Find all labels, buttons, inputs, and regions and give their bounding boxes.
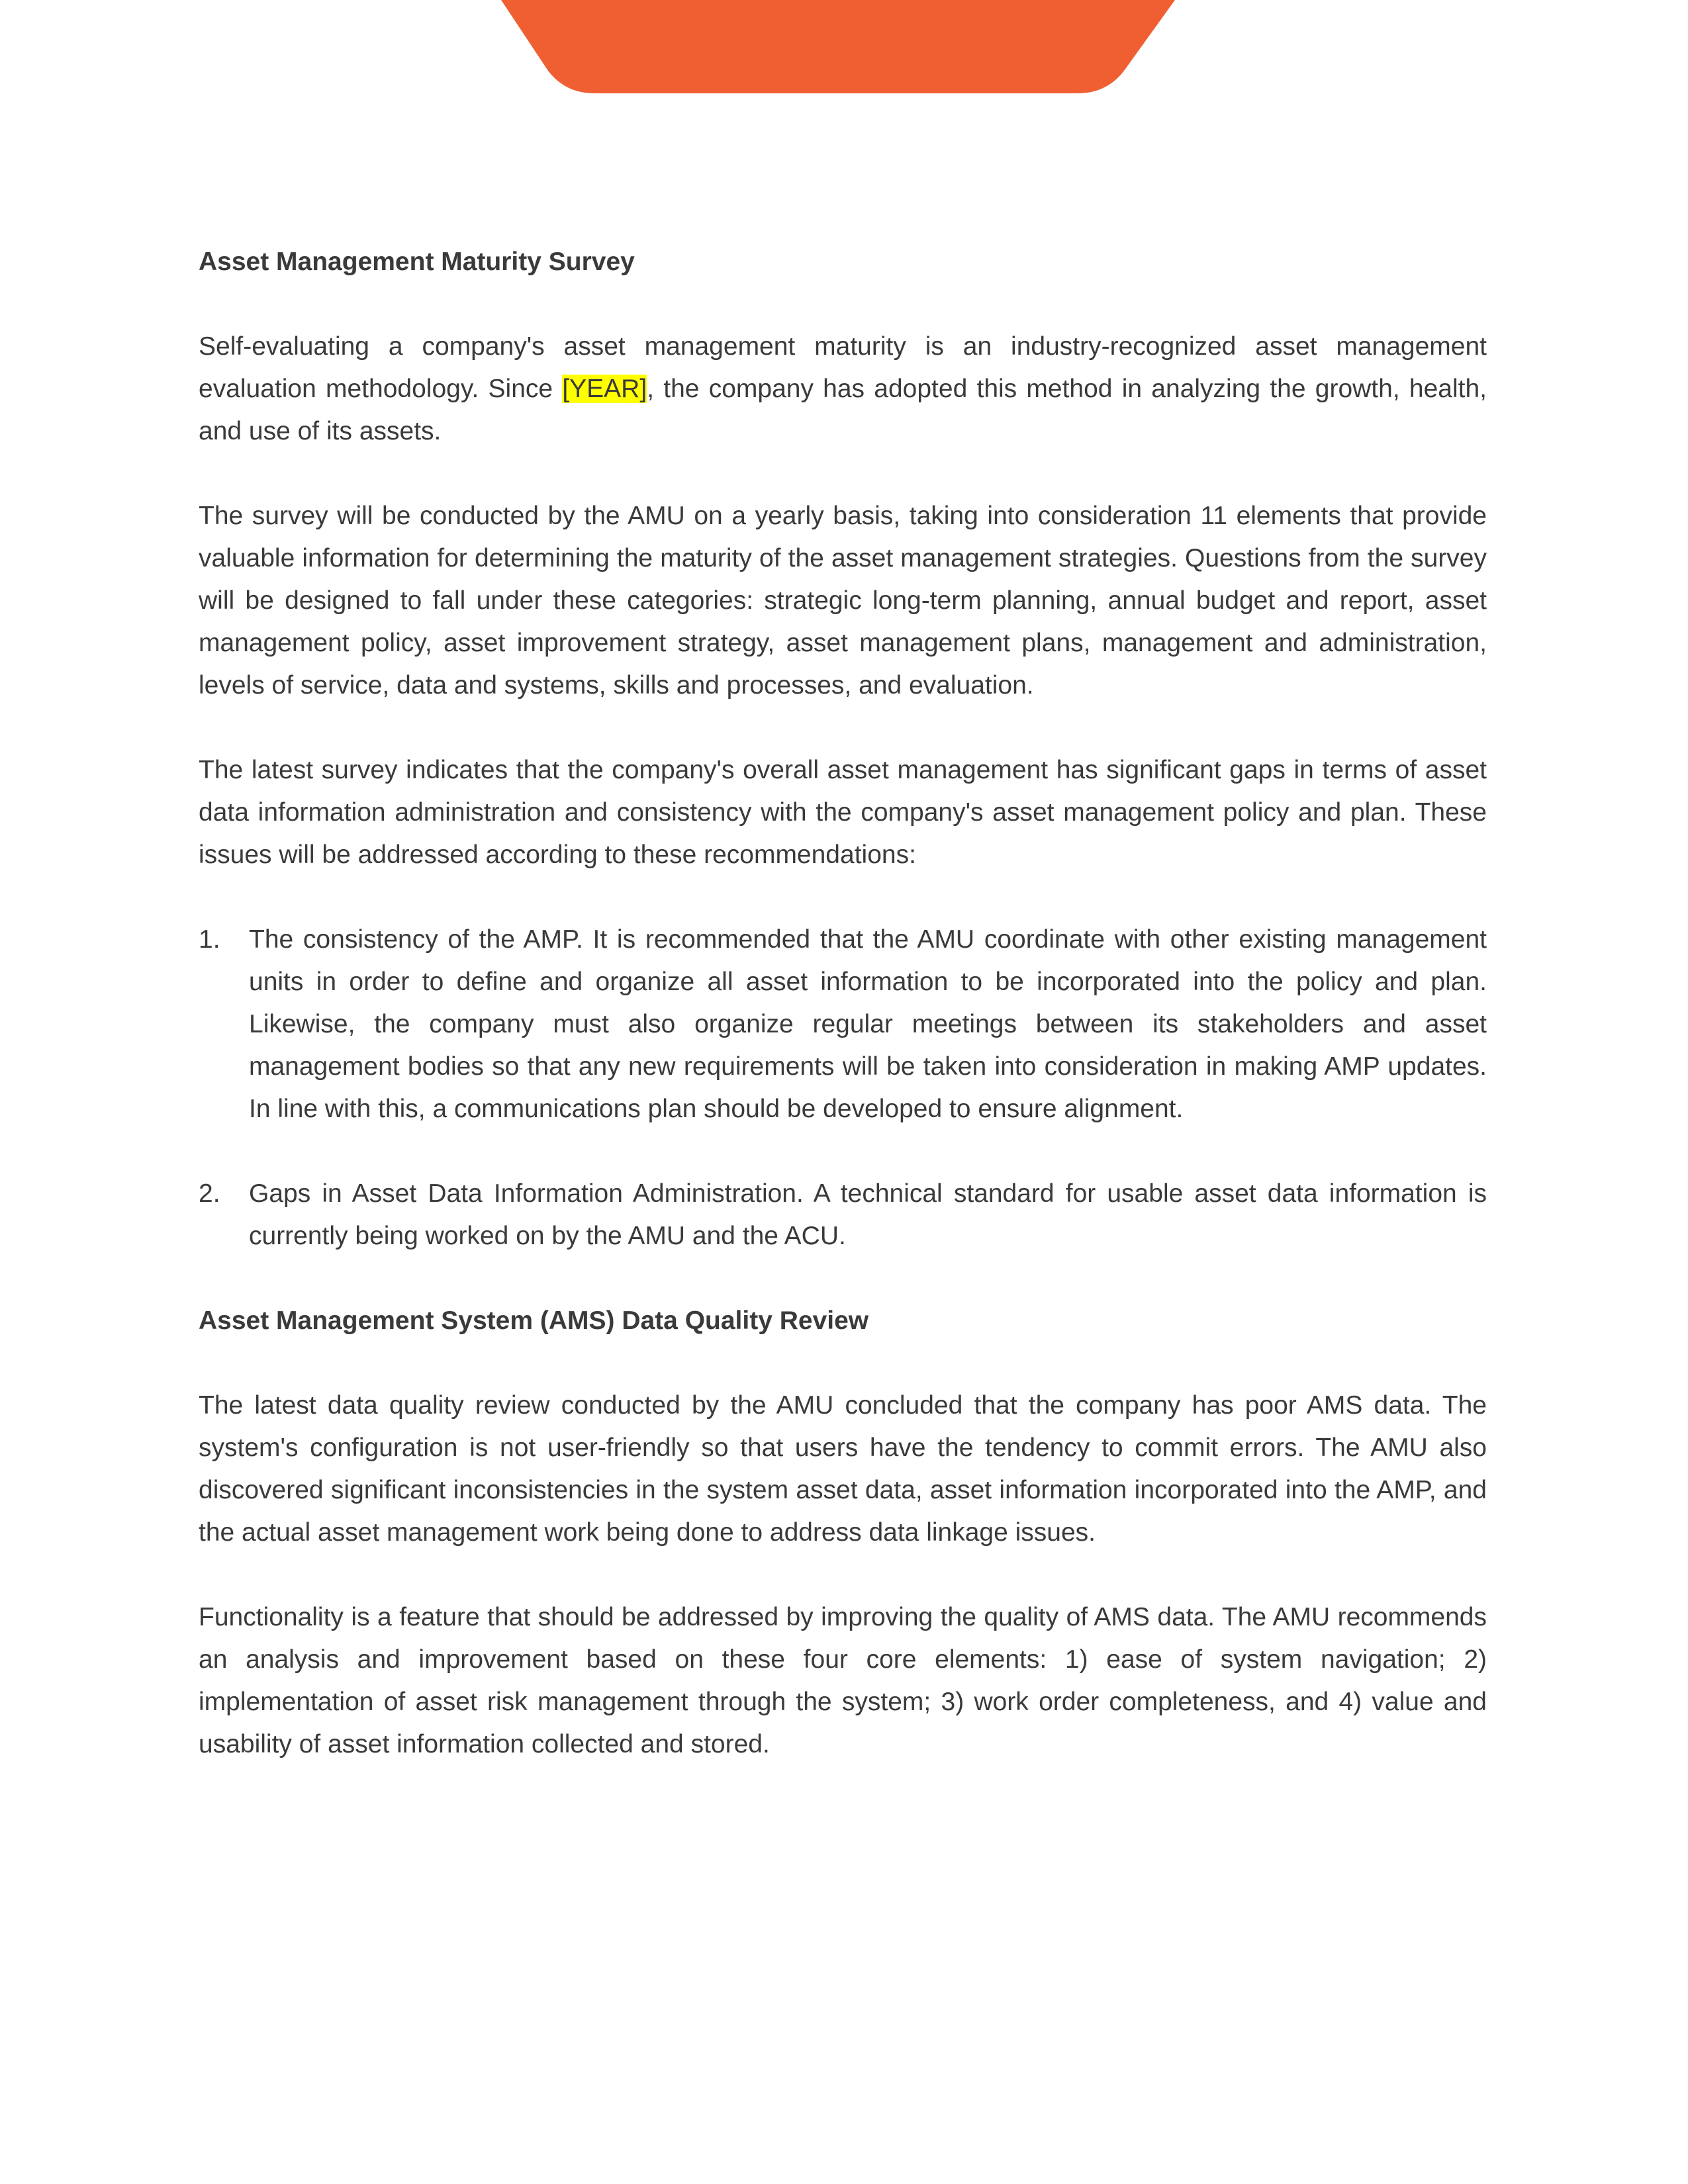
year-placeholder: [YEAR] xyxy=(562,375,647,403)
orange-trapezoid-shape xyxy=(501,0,1175,93)
list-number: 2. xyxy=(199,1179,220,1208)
survey-intro-paragraph xyxy=(199,326,1487,453)
recommendation-text: The consistency of the AMP. It is recommended that the AMU coordinate with other existing management units in order to define and organize all asset information to be incorporated into the policy and plan. Likewise, the company must also organize regular meetings between its stakeholders and asset management bodies so that any new requirements will be taken into consideration in making AMP updates. In line with this, a communications plan should be developed to ensure alignment. xyxy=(249,925,1487,1123)
recommendations-list xyxy=(199,919,1487,1257)
ams-review-paragraph: The latest data quality review conducted by the AMU concluded that the company has poor AMS data. The system's configuration is not user-friendly so that users have the tendency to commit errors. The AMU also discovered significant inconsistencies in the system asset data, asset information incorporated into the AMP, and the actual asset management work being done to address data linkage issues. xyxy=(199,1391,1487,1547)
survey-method-paragraph: The survey will be conducted by the AMU on a yearly basis, taking into consideration 11 elements that provide valuable information for determining the maturity of the asset management strategies. Questions from the survey will be designed to fall under these categories: strategic long-term planning, annual budget and report, asset management policy, asset improvement strategy, asset management plans, management and administration, levels of service, data and systems, skills and processes, and evaluation. xyxy=(199,502,1487,700)
ams-functionality-paragraph: Functionality is a feature that should be addressed by improving the quality of AMS data. The AMU recommends an analysis and improvement based on these four core elements: 1) ease of system navigation; 2) implementation of asset risk management through the system; 3) work order completeness, and 4) value and usability of asset information collected and stored. xyxy=(199,1603,1487,1758)
survey-findings-paragraph: The latest survey indicates that the company's overall asset management has significant gaps in terms of asset data information administration and consistency with the company's asset management policy and plan. These issues will be addressed according to these recommendations: xyxy=(199,756,1487,869)
survey-intro-text-after: , the company has adopted this method in analyzing the growth, health, and use of its assets. xyxy=(199,375,1487,445)
recommendation-text: Gaps in Asset Data Information Administration. A technical standard for usable asset data information is currently being worked on by the AMU and the ACU. xyxy=(249,1179,1487,1250)
header-banner-shape xyxy=(0,0,1688,99)
survey-intro-text-before: Self-evaluating a company's asset management maturity is an industry-recognized asset management evaluation methodology. Since xyxy=(199,332,1487,403)
section-heading-maturity-survey: Asset Management Maturity Survey xyxy=(199,248,635,276)
section-heading-ams-review: Asset Management System (AMS) Data Quality Review xyxy=(199,1306,869,1335)
list-number: 1. xyxy=(199,925,220,954)
recommendation-item xyxy=(199,1173,1487,1257)
document-body xyxy=(199,241,1487,1808)
recommendation-item xyxy=(199,919,1487,1130)
